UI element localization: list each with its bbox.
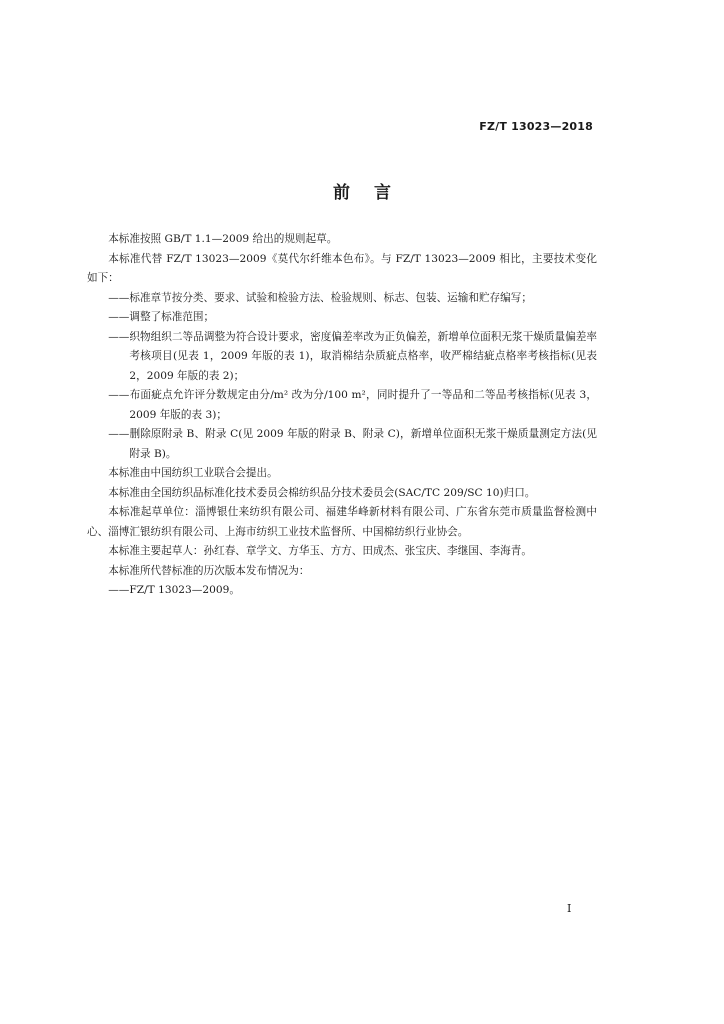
paragraph: 本标准按照 GB/T 1.1—2009 给出的规则起草。 bbox=[108, 233, 338, 245]
change-item: ——调整了标准范围； bbox=[108, 311, 215, 323]
history-item: ——FZ/T 13023—2009。 bbox=[108, 584, 240, 596]
page-number: I bbox=[567, 902, 572, 915]
standard-code: FZ/T 13023—2018 bbox=[479, 120, 593, 133]
paragraph: 本标准代替 FZ/T 13023—2009《莫代尔纤维本色布》。与 FZ/T 13023—2009 相比，主要技术变化如下： bbox=[87, 252, 597, 284]
change-item: ——标准章节按分类、要求、试验和检验方法、检验规则、标志、包装、运输和贮存编写； bbox=[108, 291, 532, 304]
change-item: ——布面疵点允许评分数规定由分/m² 改为分/100 m²，同时提升了一等品和二等品考核指标(见表 3，2009 年版的表 3)； bbox=[108, 389, 597, 421]
paragraph: 本标准主要起草人：孙红春、章学文、方华玉、方方、田成杰、张宝庆、李继国、李海青。 bbox=[108, 545, 532, 557]
foreword-body bbox=[87, 230, 597, 601]
change-list bbox=[87, 289, 597, 465]
paragraph: 本标准起草单位：淄博银仕来纺织有限公司、福建华峰新材料有限公司、广东省东莞市质量监督检测中心、淄博汇银纺织有限公司、上海市纺织工业技术监督所、中国棉纺织行业协会。 bbox=[87, 506, 597, 538]
change-item: ——织物组织二等品调整为符合设计要求，密度偏差率改为正负偏差，新增单位面积无浆干燥质量偏差率考核项目(见表 1，2009 年版的表 1)，取消棉结杂质疵点格率，收严棉结疵点格率考核指标(见表 2，2009 年版的表 2)； bbox=[108, 330, 597, 382]
paragraph: 本标准由中国纺织工业联合会提出。 bbox=[108, 467, 278, 479]
paragraph: 本标准由全国纺织品标准化技术委员会棉纺织品分技术委员会(SAC/TC 209/SC 10)归口。 bbox=[108, 486, 536, 499]
change-item: ——删除原附录 B、附录 C(见 2009 年版的附录 B、附录 C)，新增单位面积无浆干燥质量测定方法(见附录 B)。 bbox=[108, 428, 597, 460]
paragraph: 本标准所代替标准的历次版本发布情况为： bbox=[108, 564, 310, 577]
page-title: 前言 bbox=[333, 183, 415, 203]
